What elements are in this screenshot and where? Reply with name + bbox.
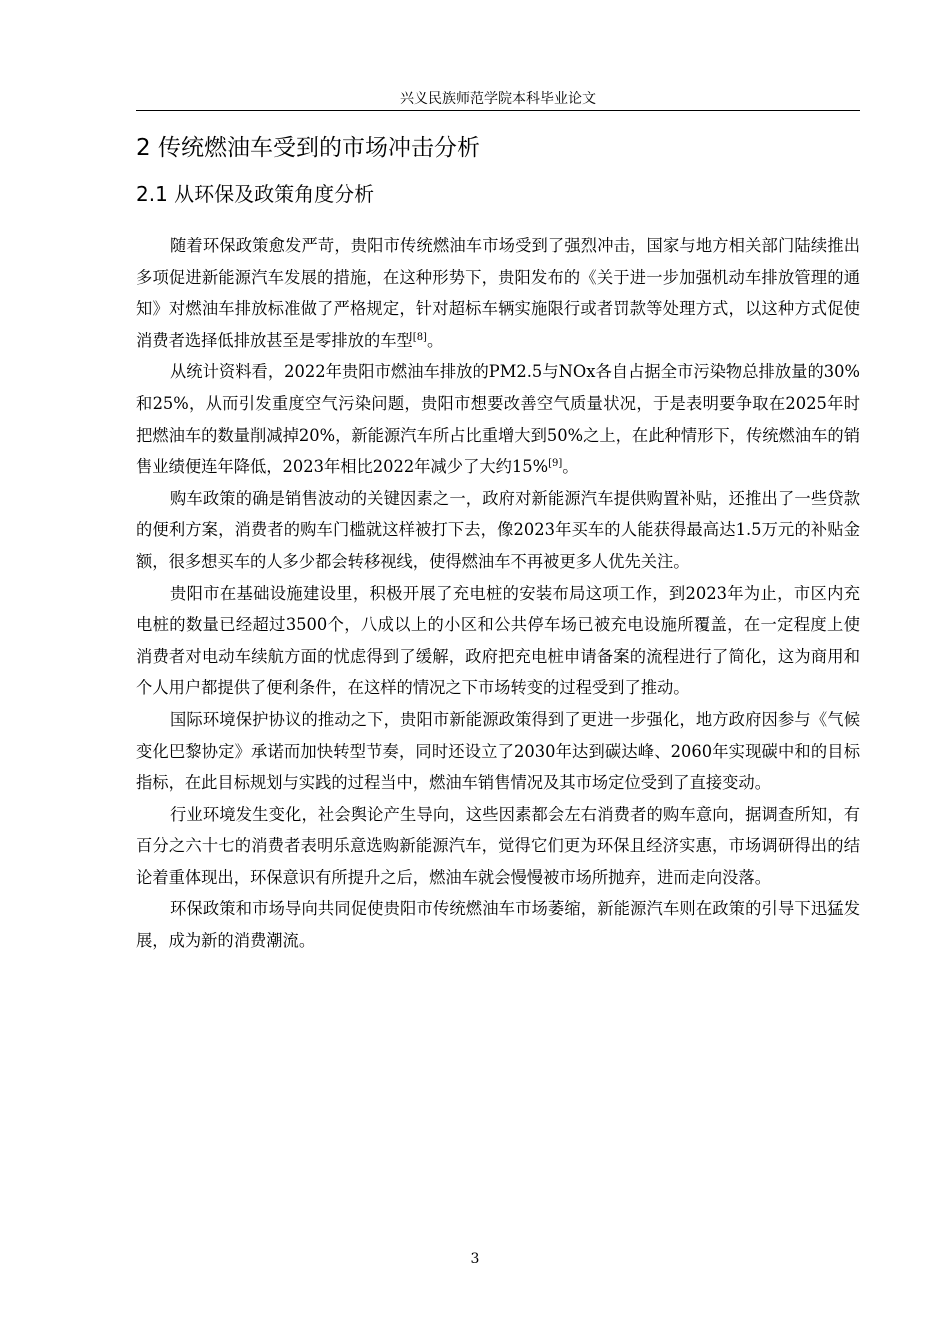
paragraph-tail: 。 <box>426 330 444 350</box>
paragraph-text: 购车政策的确是销售波动的关键因素之一，政府对新能源汽车提供购置补贴，还推出了一些贷款的便利方案，消费者的购车门槛就这样被打下去，像2023年买车的人能获得最高达1.5万元的补贴金额，很多想买车的人多少都会转移视线，使得燃油车不再被更多人优先关注。 <box>136 488 860 571</box>
paragraph-1 <box>136 230 860 356</box>
paragraph-text: 贵阳市在基础设施建设里，积极开展了充电桩的安装布局这项工作，到2023年为止，市区内充电桩的数量已经超过3500个，八成以上的小区和公共停车场已被充电设施所覆盖，在一定程度上使消费者对电动车续航方面的忧虑得到了缓解，政府把充电桩申请备案的流程进行了简化，这为商用和个人用户都提供了便利条件，在这样的情况之下市场转变的过程受到了推动。 <box>136 583 860 698</box>
paragraph-7 <box>136 893 860 956</box>
paragraph-5 <box>136 704 860 799</box>
paragraph-text: 环保政策和市场导向共同促使贵阳市传统燃油车市场萎缩，新能源汽车则在政策的引导下迅猛发展，成为新的消费潮流。 <box>136 899 860 951</box>
header-title: 兴义民族师范学院本科毕业论文 <box>400 91 596 107</box>
section-title: 2.1 从环保及政策角度分析 <box>136 182 375 206</box>
paragraph-text: 随着环保政策愈发严苛，贵阳市传统燃油车市场受到了强烈冲击，国家与地方相关部门陆续推出多项促进新能源汽车发展的措施，在这种形势下，贵阳发布的《关于进一步加强机动车排放管理的通知》对燃油车排放标准做了严格规定，针对超标车辆实施限行或者罚款等处理方式，以这种方式促使消费者选择低排放甚至是零排放的车型 <box>136 236 860 350</box>
paragraph-4 <box>136 578 860 704</box>
paragraph-text: 国际环境保护协议的推动之下，贵阳市新能源政策得到了更进一步强化，地方政府因参与《气候变化巴黎协定》承诺而加快转型节奏，同时还设立了2030年达到碳达峰、2060年实现碳中和的目标指标，在此目标规划与实践的过程当中，燃油车销售情况及其市场定位受到了直接变动。 <box>136 709 860 793</box>
page-header <box>136 91 860 111</box>
paragraph-text: 行业环境发生变化，社会舆论产生导向，这些因素都会左右消费者的购车意向，据调查所知，有百分之六十七的消费者表明乐意选购新能源汽车，觉得它们更为环保且经济实惠，市场调研得出的结论着重体现出，环保意识有所提升之后，燃油车就会慢慢被市场所抛弃，进而走向没落。 <box>136 804 860 887</box>
body-text <box>136 230 860 957</box>
citation-ref: [8] <box>412 331 427 343</box>
page-number: 3 <box>470 1251 480 1267</box>
citation-ref: [9] <box>548 458 563 470</box>
paragraph-tail: 。 <box>562 457 579 477</box>
paragraph-2 <box>136 356 860 482</box>
paragraph-3 <box>136 483 860 578</box>
paragraph-6 <box>136 799 860 894</box>
paragraph-text: 从统计资料看，2022年贵阳市燃油车排放的PM2.5与NOx各自占据全市污染物总排放量的30%和25%，从而引发重度空气污染问题，贵阳市想要改善空气质量状况，于是表明要争取在2025年时把燃油车的数量削减掉20%，新能源汽车所占比重增大到50%之上，在此种情形下，传统燃油车的销售业绩便连年降低，2023年相比2022年减少了大约15% <box>136 362 860 477</box>
chapter-title: 2 传统燃油车受到的市场冲击分析 <box>136 135 480 161</box>
